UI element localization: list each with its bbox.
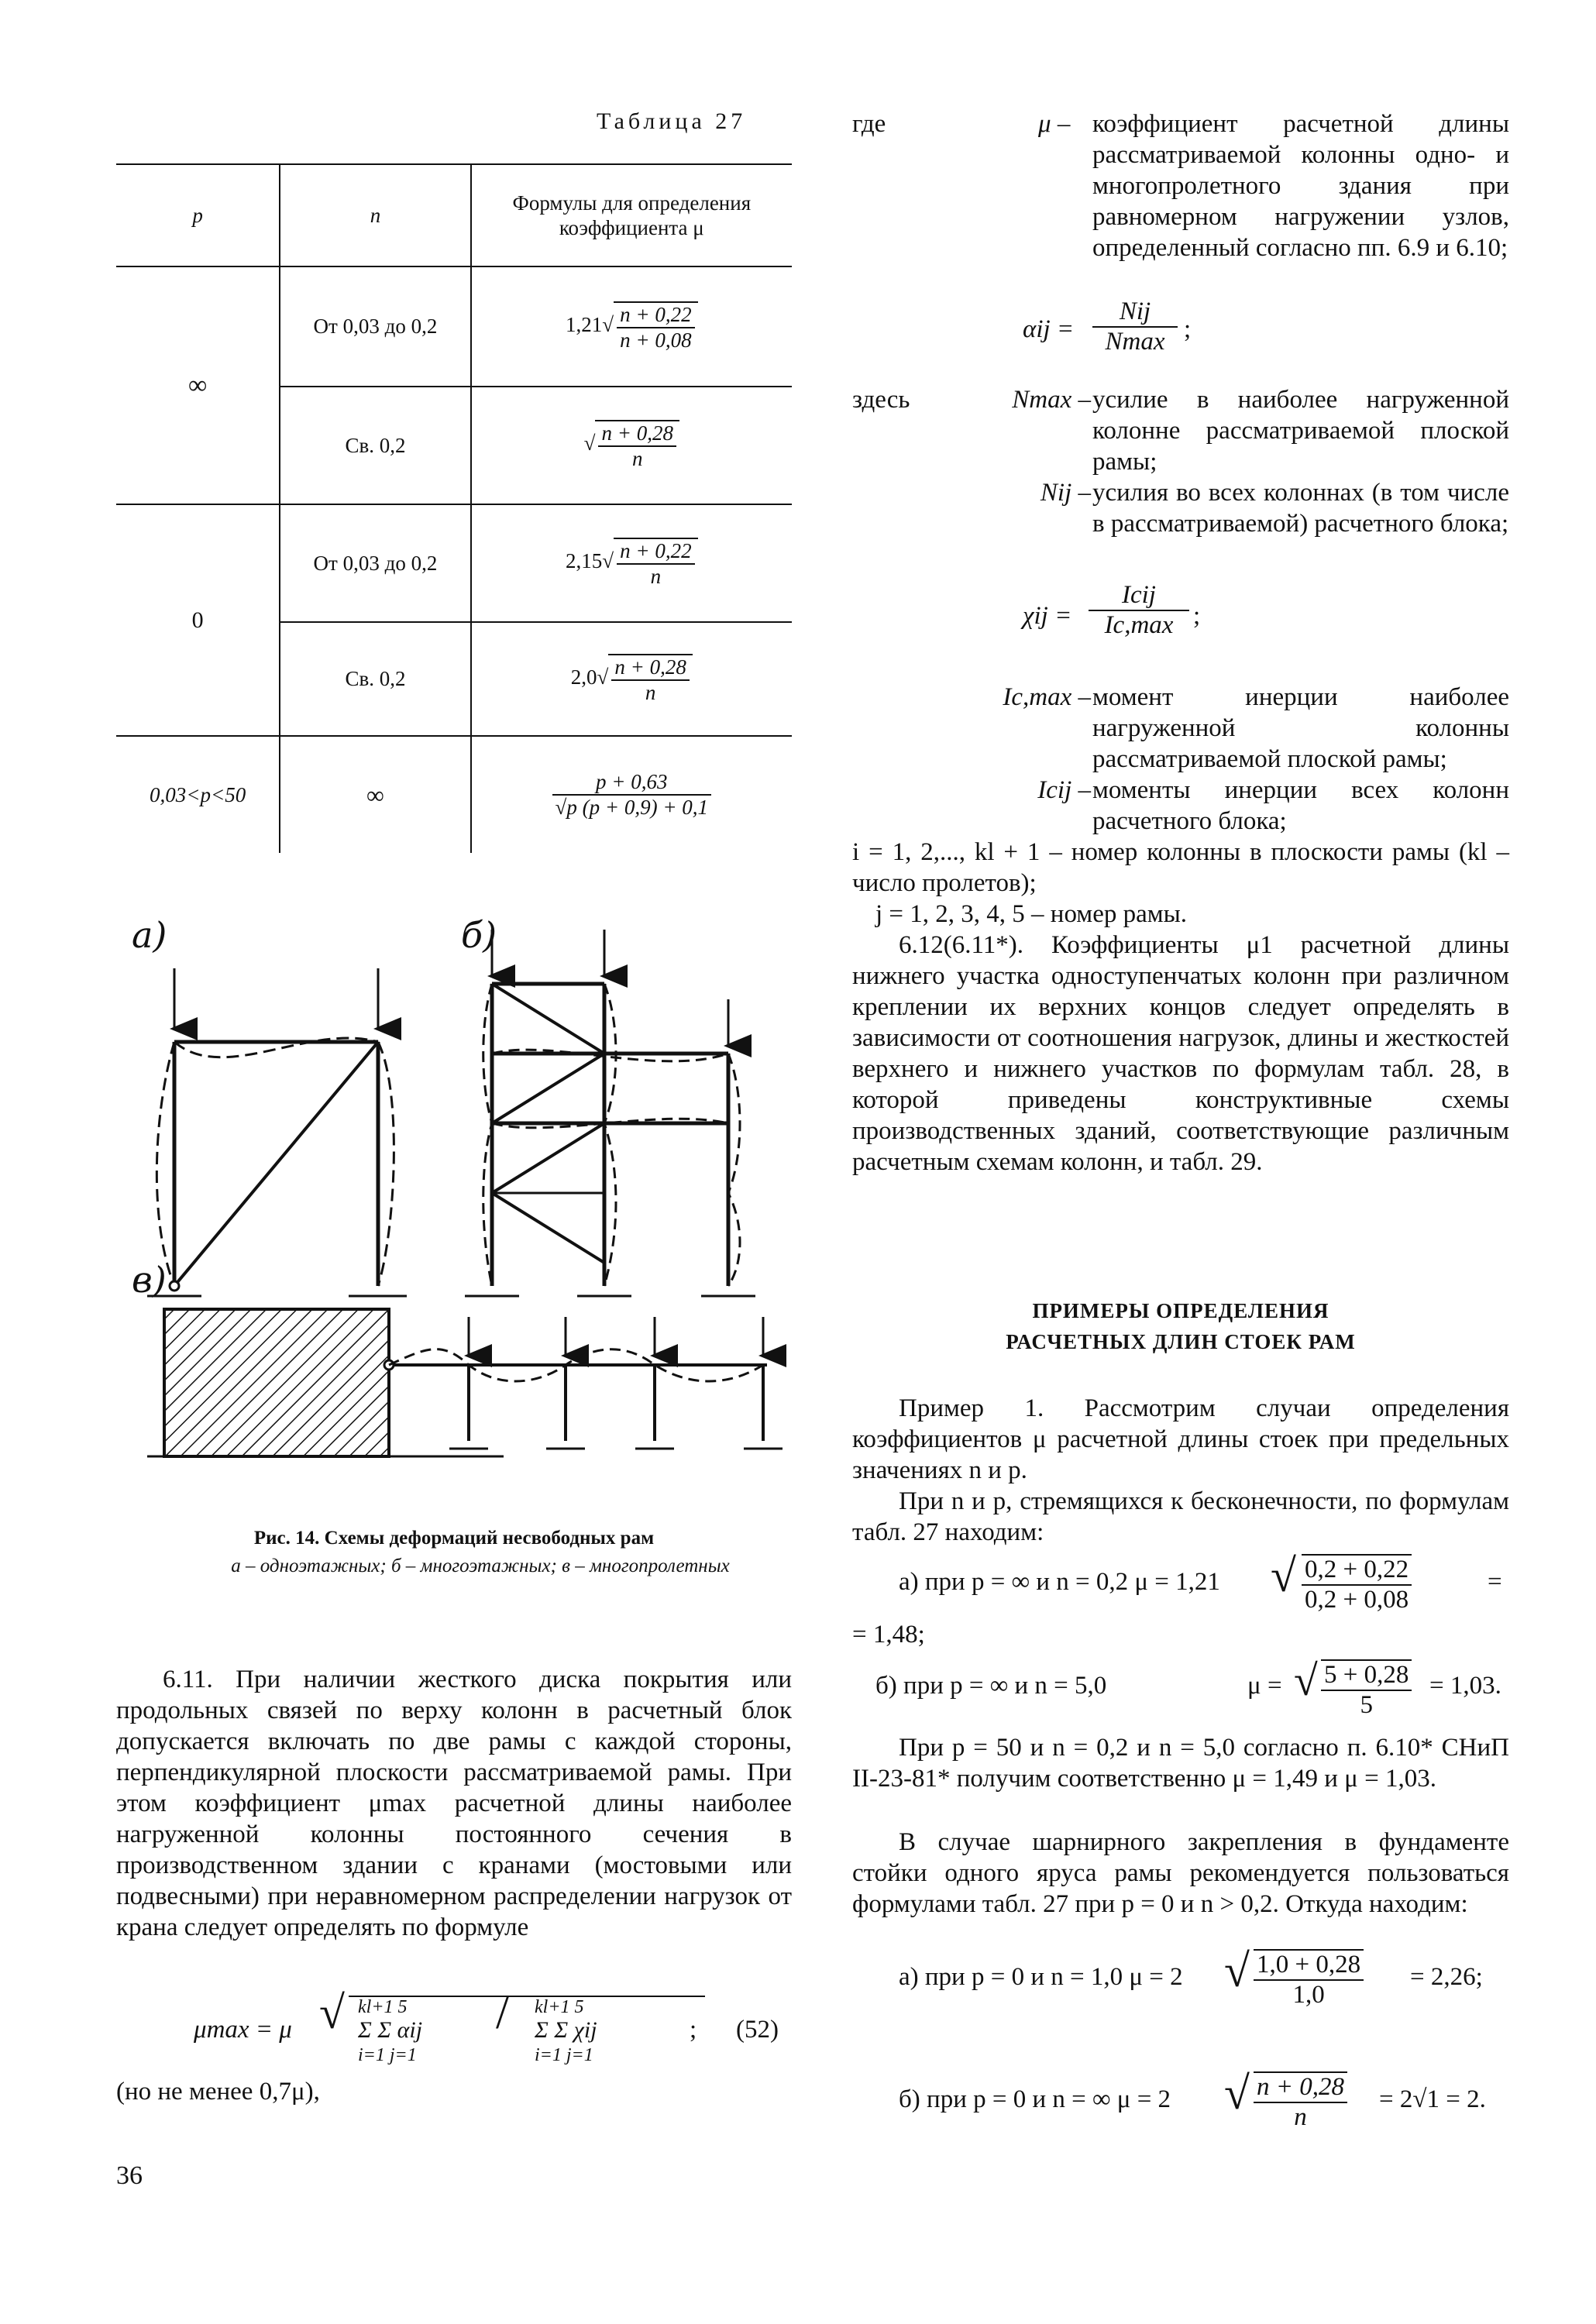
nmax-symbol: Nmax – [1012,386,1091,414]
row-n: Св. 0,2 [280,622,470,736]
header-p: p [116,165,280,266]
row-n: От 0,03 до 0,2 [280,504,470,622]
icmax-definition: момент инерции наиболее нагруженной колонны рассматриваемой плоской рамы; [1092,683,1509,773]
alpha-lhs: αij = [1023,315,1075,343]
i-definition: i = 1, 2,..., kl + 1 – номер колонны в плоскости рамы (kl – число пролетов); [852,838,1509,897]
alpha-semicolon: ; [1184,315,1192,343]
section-heading-1: ПРИМЕРЫ ОПРЕДЕЛЕНИЯ [1032,1299,1329,1322]
group-p-zero: 0 [116,504,280,736]
row-n: От 0,03 до 0,2 [280,266,470,387]
chi-lhs: χij = [1023,602,1072,630]
header-n: n [280,165,470,266]
section-heading-2: РАСЧЕТНЫХ ДЛИН СТОЕК РАМ [1006,1330,1356,1353]
page-number: 36 [116,2161,143,2190]
mu-symbol: μ – [1038,110,1071,138]
figure-label-b: б) [461,914,497,956]
header-formula: Формулы для определения коэффициента μ [471,165,792,266]
formula-cell: 2,15√ $\frac{n + 0,22}{n}$ [471,504,792,622]
example-1: Пример 1. Рассмотрим случаи определения коэффициентов μ расчетной длины стоек при предельных значениях n и p. [852,1394,1509,1484]
figure-caption-legend: а – одноэтажных; б – многоэтажных; в – многопролетных [231,1556,730,1576]
paragraph-hinged: В случае шарнирного закрепления в фундаменте стойки одного яруса рамы рекомендуется пользоваться формулами табл. 27 при p = 0 и n > 0,2. Откуда находим: [852,1828,1509,1918]
example-1-cont: При n и p, стремящихся к бесконечности, по формулам табл. 27 находим: [852,1487,1509,1546]
hinged-b-formula: б) при p = 0 и n = ∞ μ = 2 √ n + 0,28 n = 2√1 = 2. [899,2068,1486,2131]
frame-v [147,1309,783,1456]
paragraph-6-11: 6.11. При наличии жесткого диска покрытия или продольных связей по верху колонн в расчетный блок допускается включать по две рамы с каждой стороны, перпендикулярной плоскости рассматриваемой рамы. При этом коэффициент μmax расчетной длины наиболее нагруженной колонны постоянного сечения в производственном здании с кранами (мостовыми или подвесными) при неравномерном распределении нагрузок от крана следует определять по формуле [116,1666,792,1941]
hinged-a-formula: а) при p = 0 и n = 1,0 μ = 2 √ 1,0 + 0,28 1,0 = 2,26; [899,1945,1483,2009]
formula-cell: 1,21√ $\frac{n + 0,22}{n + 0,08}$ [471,266,792,387]
last-row-n: ∞ [280,736,470,853]
icij-definition: моменты инерции всех колонн расчетного блока; [1092,776,1509,835]
nij-definition: усилия во всех колоннах (в том числе в рассматриваемой) расчетного блока; [1092,479,1509,538]
mu-definition: коэффициент расчетной длины рассматриваемой колонны одно- и многопролетного здания при равномерном нагружении узлов, определенный согласно пп. 6.9 и 6.10; [1092,110,1509,262]
label-here: здесь [852,386,910,414]
figure-label-v: в) [132,1259,167,1301]
table-caption: Таблица 27 [597,108,747,134]
frame-a [147,968,407,1296]
chi-semicolon: ; [1193,602,1201,630]
formula-cell: $\frac{p + 0,63}{√p (p + 0,9) + 0,1}$ [471,736,792,853]
paragraph-p50: При p = 50 и n = 0,2 и n = 5,0 согласно п. 6.10* СНиП II-23-81* получим соответственно μ = 1,49 и μ = 1,03. [852,1734,1509,1793]
last-row-p: 0,03<p<50 [116,736,280,853]
figure-caption-title: Рис. 14. Схемы деформаций несвободных рам [253,1528,655,1549]
formula-cell: 2,0√ $\frac{n + 0,28}{n}$ [471,622,792,736]
example-a-result: = 1,48; [852,1621,925,1648]
paragraph-6-12: 6.12(6.11*). Коэффициенты μ1 расчетной длины нижнего участка одноступенчатых колонн при различном креплении их верхних концов следует определять в зависимости от соотношения нагрузок, длины и жесткостей верхнего и нижнего участков по формулам табл. 28, в которой приведены конструктивные схемы производственных зданий, соответствующие различным расчетным схемам колонн, и табл. 29. [852,931,1509,1176]
label-where: где [852,110,886,138]
j-definition: j = 1, 2, 3, 4, 5 – номер рамы. [875,900,1188,928]
chi-fraction: Icij Ic,max [1089,581,1189,640]
nmax-definition: усилие в наиболее нагруженной колонне рассматриваемой плоской рамы; [1092,386,1509,476]
example-a-formula: а) при p = ∞ и n = 0,2 μ = 1,21 √ 0,2 + 0,22 0,2 + 0,08 = [899,1550,1502,1614]
frame-b [465,930,755,1296]
after-formula-note: (но не менее 0,7μ), [116,2078,320,2106]
formula-cell: √ $\frac{n + 0,28}{n}$ [471,387,792,504]
group-p-inf: ∞ [116,266,280,504]
row-n: Св. 0,2 [280,387,470,504]
nij-symbol: Nij – [1040,479,1091,507]
table-27 [116,165,792,853]
icmax-symbol: Ic,max – [1003,683,1091,711]
formula-52: μmax = μ √ kl+1 5 Σ Σ αij i=1 j=1 / kl+1 5 Σ Σ χij i=1 j=1 ; (52) [194,1987,779,2065]
alpha-fraction: Nij Nmax [1092,297,1178,356]
figure-14-diagrams [116,906,806,1526]
example-b-formula: б) при p = ∞ и n = 5,0 μ = √ 5 + 0,28 5 = 1,03. [875,1657,1501,1719]
icij-symbol: Icij – [1037,776,1091,804]
figure-label-a: а) [132,914,167,956]
